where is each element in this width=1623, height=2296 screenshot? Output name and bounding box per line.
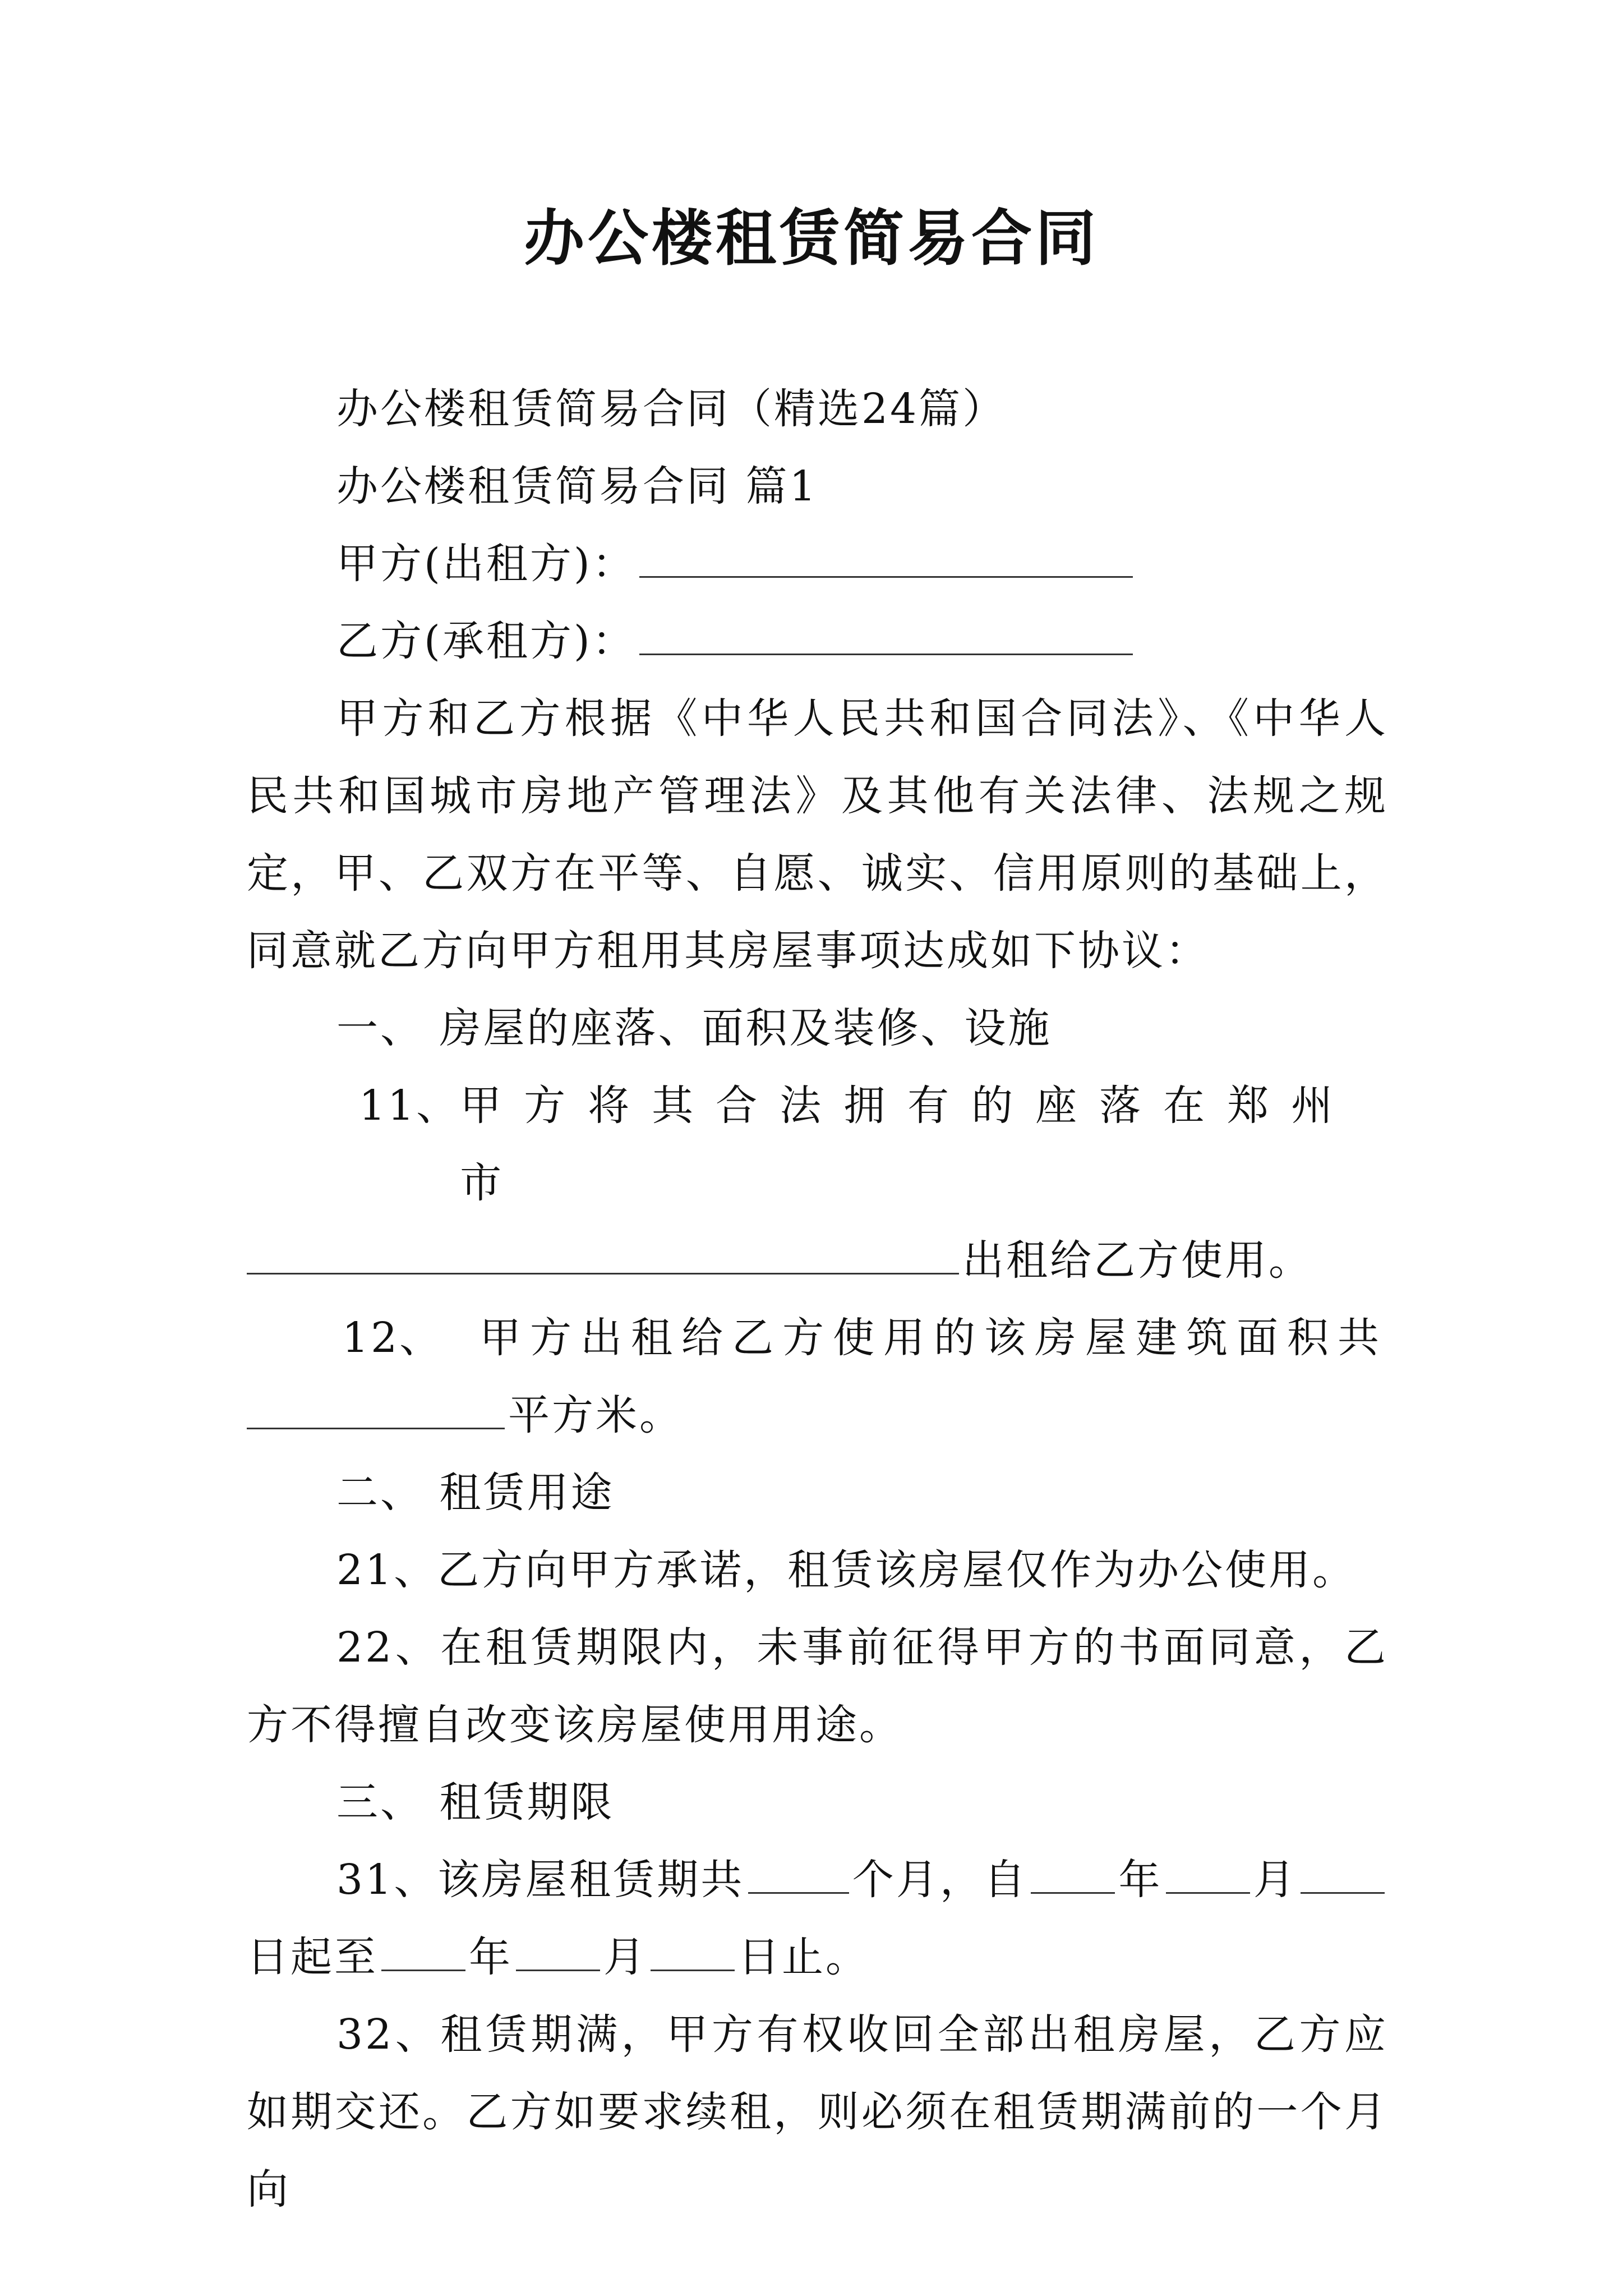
start-month-blank (1166, 1852, 1250, 1894)
clause-31 (247, 1841, 1388, 1996)
end-year-blank (381, 1929, 465, 1971)
party-b-line (247, 602, 1388, 680)
party-a-blank (639, 536, 1133, 578)
clause-31-part-c: 年 (1118, 1856, 1163, 1904)
party-b-label: 乙方(承租方)： (336, 617, 636, 665)
party-a-line (247, 525, 1388, 602)
end-month-blank (516, 1929, 600, 1971)
clause-12-line-2 (247, 1377, 1388, 1454)
clause-31-part-d: 月 (1253, 1856, 1298, 1904)
party-a-label: 甲方(出租方)： (336, 540, 636, 588)
document-body (247, 370, 1388, 2228)
preamble-paragraph: 甲方和乙方根据《中华人民共和国合同法》、《中华人民共和国城市房地产管理法》及其他有关法律、法规之规定，甲、乙双方在平等、自愿、诚实、信用原则的基础上，同意就乙方向甲方租用其房屋事项达成如下协议： (247, 694, 1388, 975)
clause-12-tail: 平方米。 (508, 1391, 683, 1439)
clause-32: 32、租赁期满，甲方有权收回全部出租房屋，乙方应如期交还。乙方如要求续租，则必须在租赁期满前的一个月向 (247, 2010, 1388, 2214)
clause-31-part-e: 日起至 (247, 1933, 378, 1981)
heading-1: 一、 房屋的座落、面积及装修、设施 (336, 1004, 1052, 1052)
clause-31-part-h: 日止。 (738, 1933, 869, 1981)
heading-3: 三、 租赁期限 (336, 1778, 615, 1826)
clause-12-text: 甲方出租给乙方使用的该房屋建筑面积共 (479, 1314, 1388, 1362)
clause-12-line-1 (247, 1299, 1388, 1377)
months-blank (748, 1852, 849, 1894)
clause-31-part-g: 月 (603, 1933, 647, 1981)
heading-2: 二、 租赁用途 (336, 1469, 615, 1517)
start-year-blank (1031, 1852, 1115, 1894)
end-day-blank (651, 1929, 735, 1971)
party-b-blank (639, 613, 1133, 655)
clause-11-number: 11、 (359, 1082, 460, 1130)
clause-22: 22、在租赁期限内，未事前征得甲方的书面同意，乙方不得擅自改变该房屋使用用途。 (247, 1623, 1388, 1749)
start-day-blank (1301, 1852, 1385, 1894)
clause-12-number: 12、 (342, 1314, 444, 1362)
document-title: 办公楼租赁简易合同 (523, 203, 1099, 274)
clause-21: 21、乙方向甲方承诺，租赁该房屋仅作为办公使用。 (336, 1546, 1357, 1594)
clause-31-part-f: 年 (469, 1933, 513, 1981)
clause-12-area-blank (247, 1387, 505, 1429)
section-heading: 办公楼租赁简易合同 篇1 (336, 462, 818, 510)
clause-11-address-blank (247, 1232, 959, 1274)
clause-31-part-a: 31、该房屋租赁期共 (336, 1856, 745, 1904)
clause-31-part-b: 个月，自 (852, 1856, 1028, 1904)
clause-11-line-2 (247, 1222, 1388, 1299)
clause-11-line-1 (247, 1067, 1388, 1222)
clause-11-tail: 出租给乙方使用。 (962, 1236, 1312, 1285)
clause-11-text: 甲方将其合法拥有的座落在郑州市 (460, 1082, 1355, 1207)
subtitle: 办公楼租赁简易合同（精选24篇） (336, 385, 1007, 433)
